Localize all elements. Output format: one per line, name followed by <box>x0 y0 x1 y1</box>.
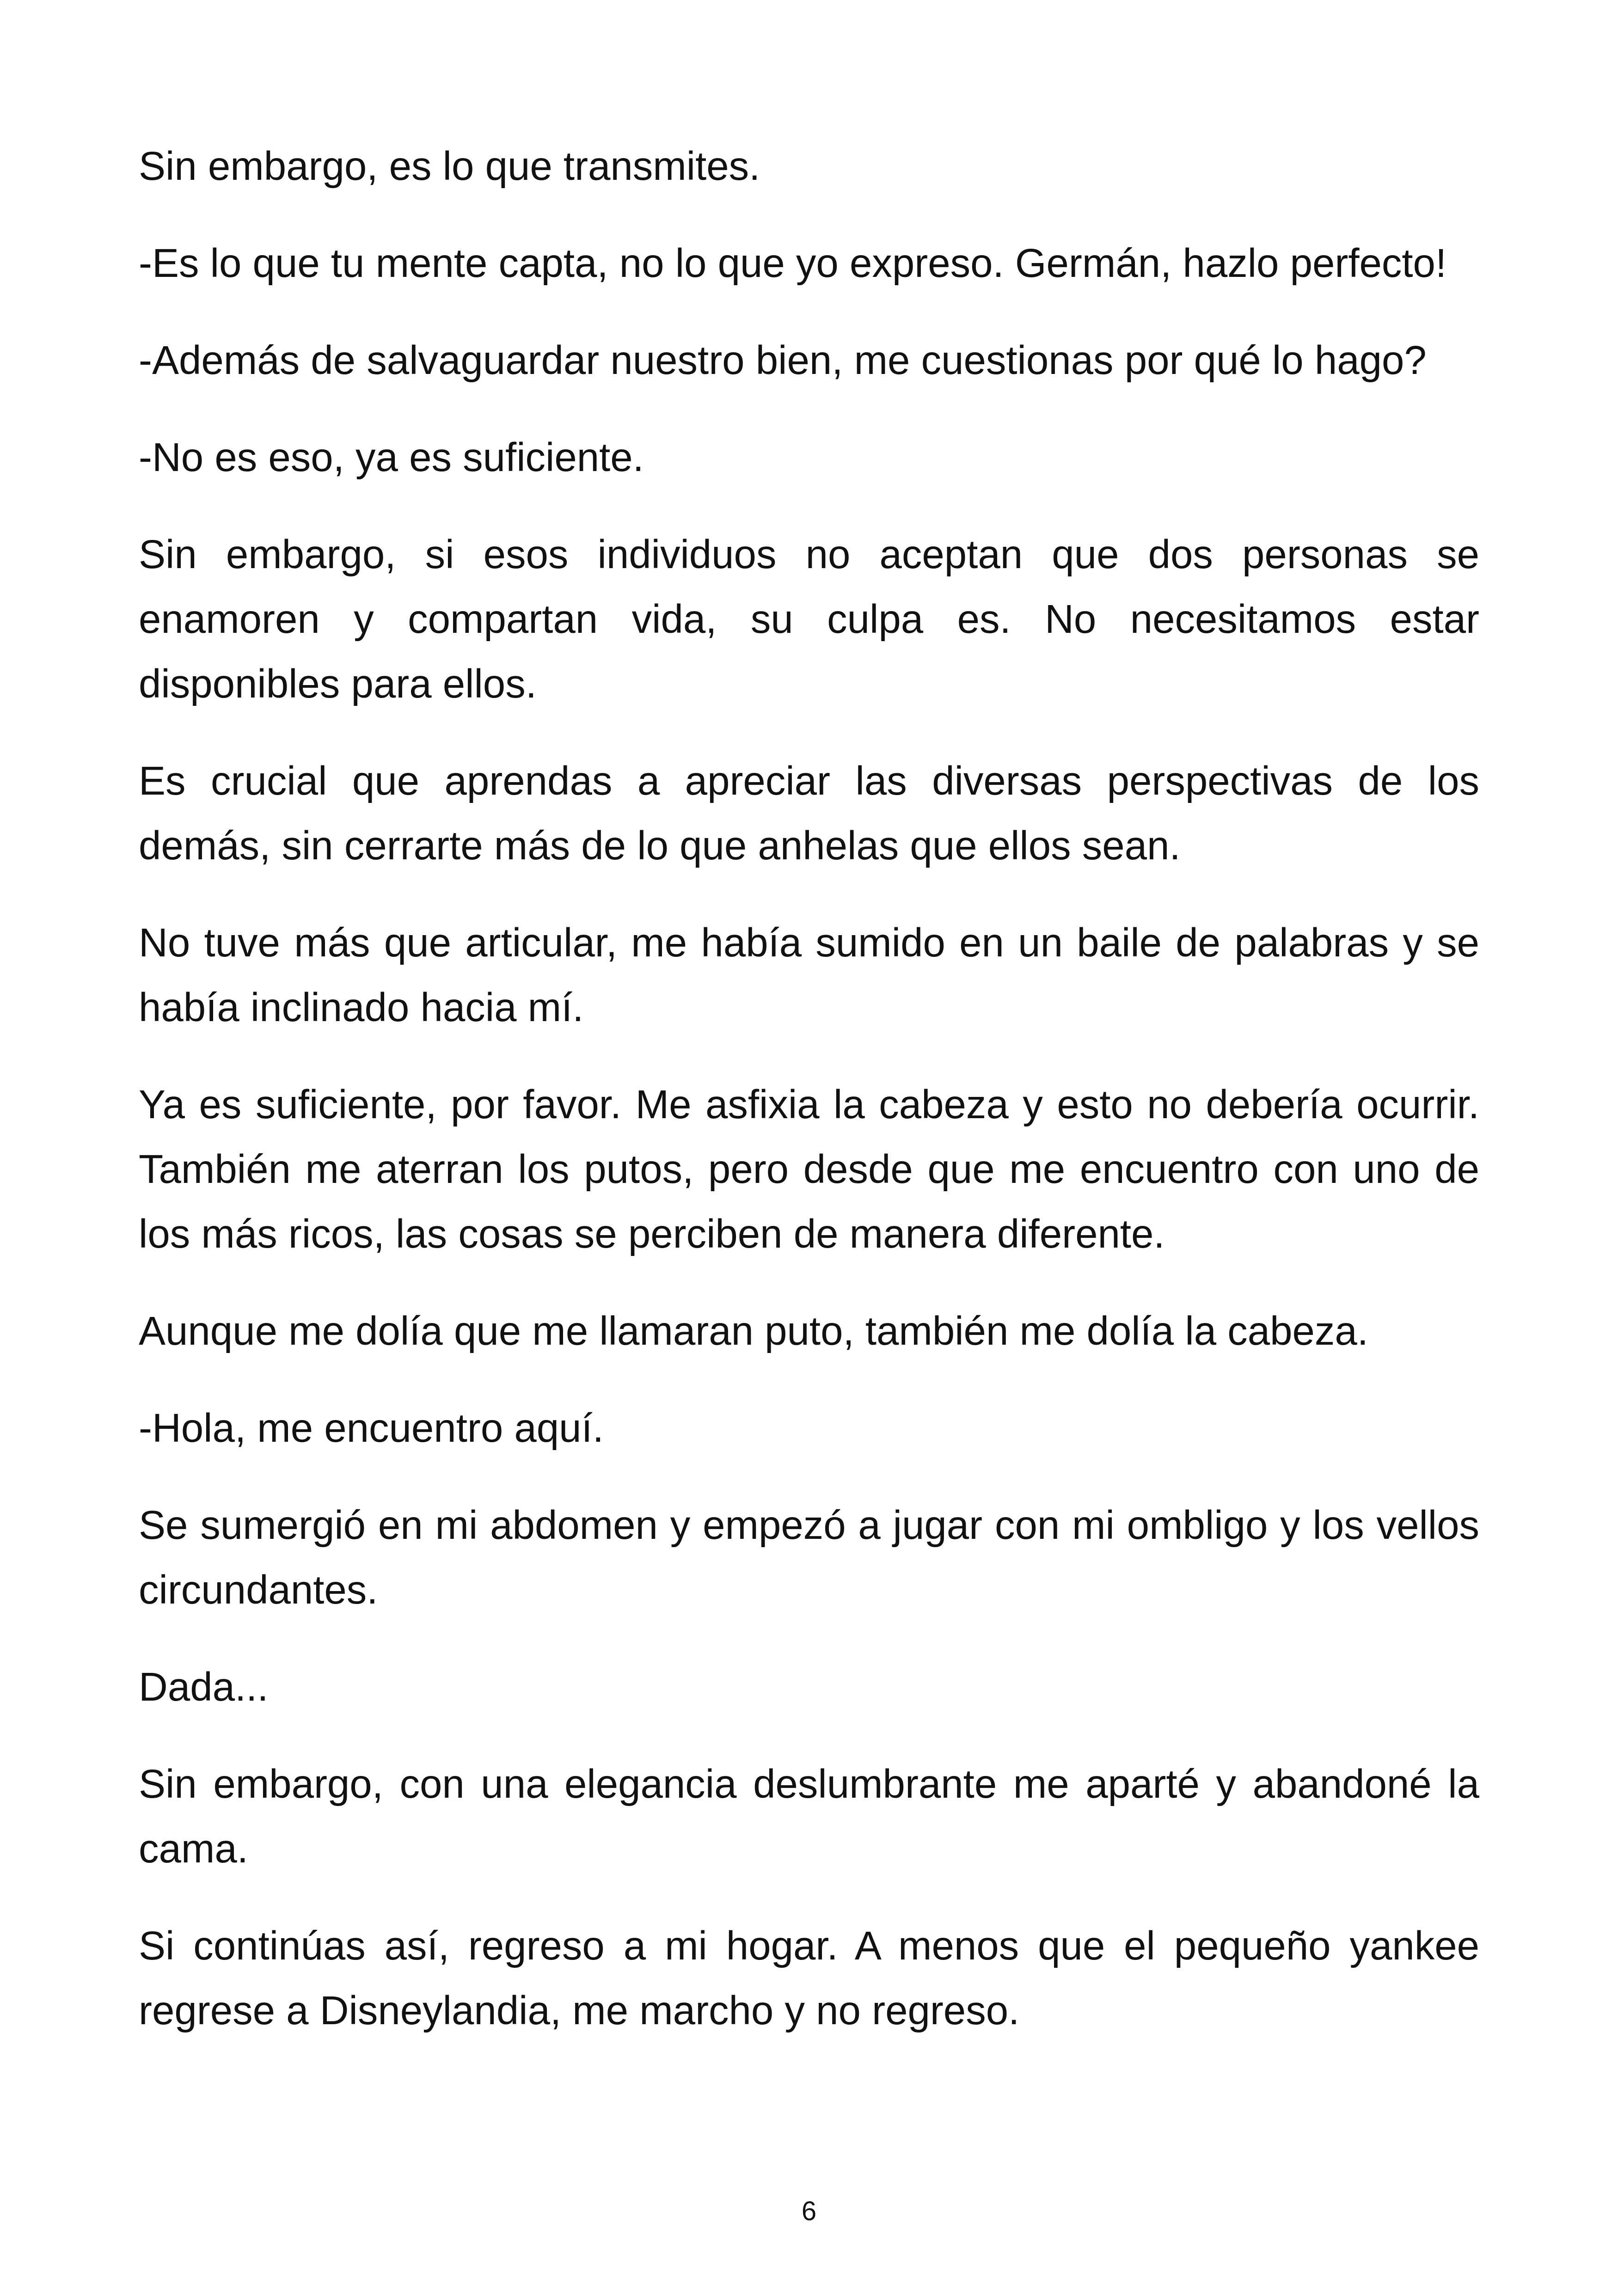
paragraph-6: Es crucial que aprendas a apreciar las diversas perspectivas de los demás, sin cerrarte más de lo que anhelas que ellos sean. <box>139 759 1479 868</box>
paragraph-1: Sin embargo, es lo que transmites. <box>139 144 760 189</box>
paragraph-5: Sin embargo, si esos individuos no aceptan que dos personas se enamoren y compartan vida, su culpa es. No necesitamos estar disponibles para ellos. <box>139 532 1479 706</box>
paragraph-10: -Hola, me encuentro aquí. <box>139 1406 604 1451</box>
paragraph-9: Aunque me dolía que me llamaran puto, también me dolía la cabeza. <box>139 1309 1368 1353</box>
paragraph-4: -No es eso, ya es suficiente. <box>139 435 644 480</box>
paragraph-13: Sin embargo, con una elegancia deslumbrante me aparté y abandoné la cama. <box>139 1762 1479 1871</box>
page-number: 6 <box>801 2196 817 2226</box>
paragraph-7: No tuve más que articular, me había sumido en un baile de palabras y se había inclinado hacia mí. <box>139 920 1479 1030</box>
paragraph-11: Se sumergió en mi abdomen y empezó a jugar con mi ombligo y los vellos circundantes. <box>139 1503 1479 1612</box>
text-body <box>139 134 1479 2076</box>
paragraph-3: -Además de salvaguardar nuestro bien, me cuestionas por qué lo hago? <box>139 338 1427 383</box>
paragraph-2: -Es lo que tu mente capta, no lo que yo expreso. Germán, hazlo perfecto! <box>139 241 1447 286</box>
paragraph-12: Dada... <box>139 1665 269 1709</box>
paragraph-14: Si continúas así, regreso a mi hogar. A menos que el pequeño yankee regrese a Disneylandia, me marcho y no regreso. <box>139 1923 1479 2033</box>
paragraph-8: Ya es suficiente, por favor. Me asfixia la cabeza y esto no debería ocurrir. También me aterran los putos, pero desde que me encuentro con uno de los más ricos, las cosas se perciben de manera diferente. <box>139 1082 1479 1256</box>
